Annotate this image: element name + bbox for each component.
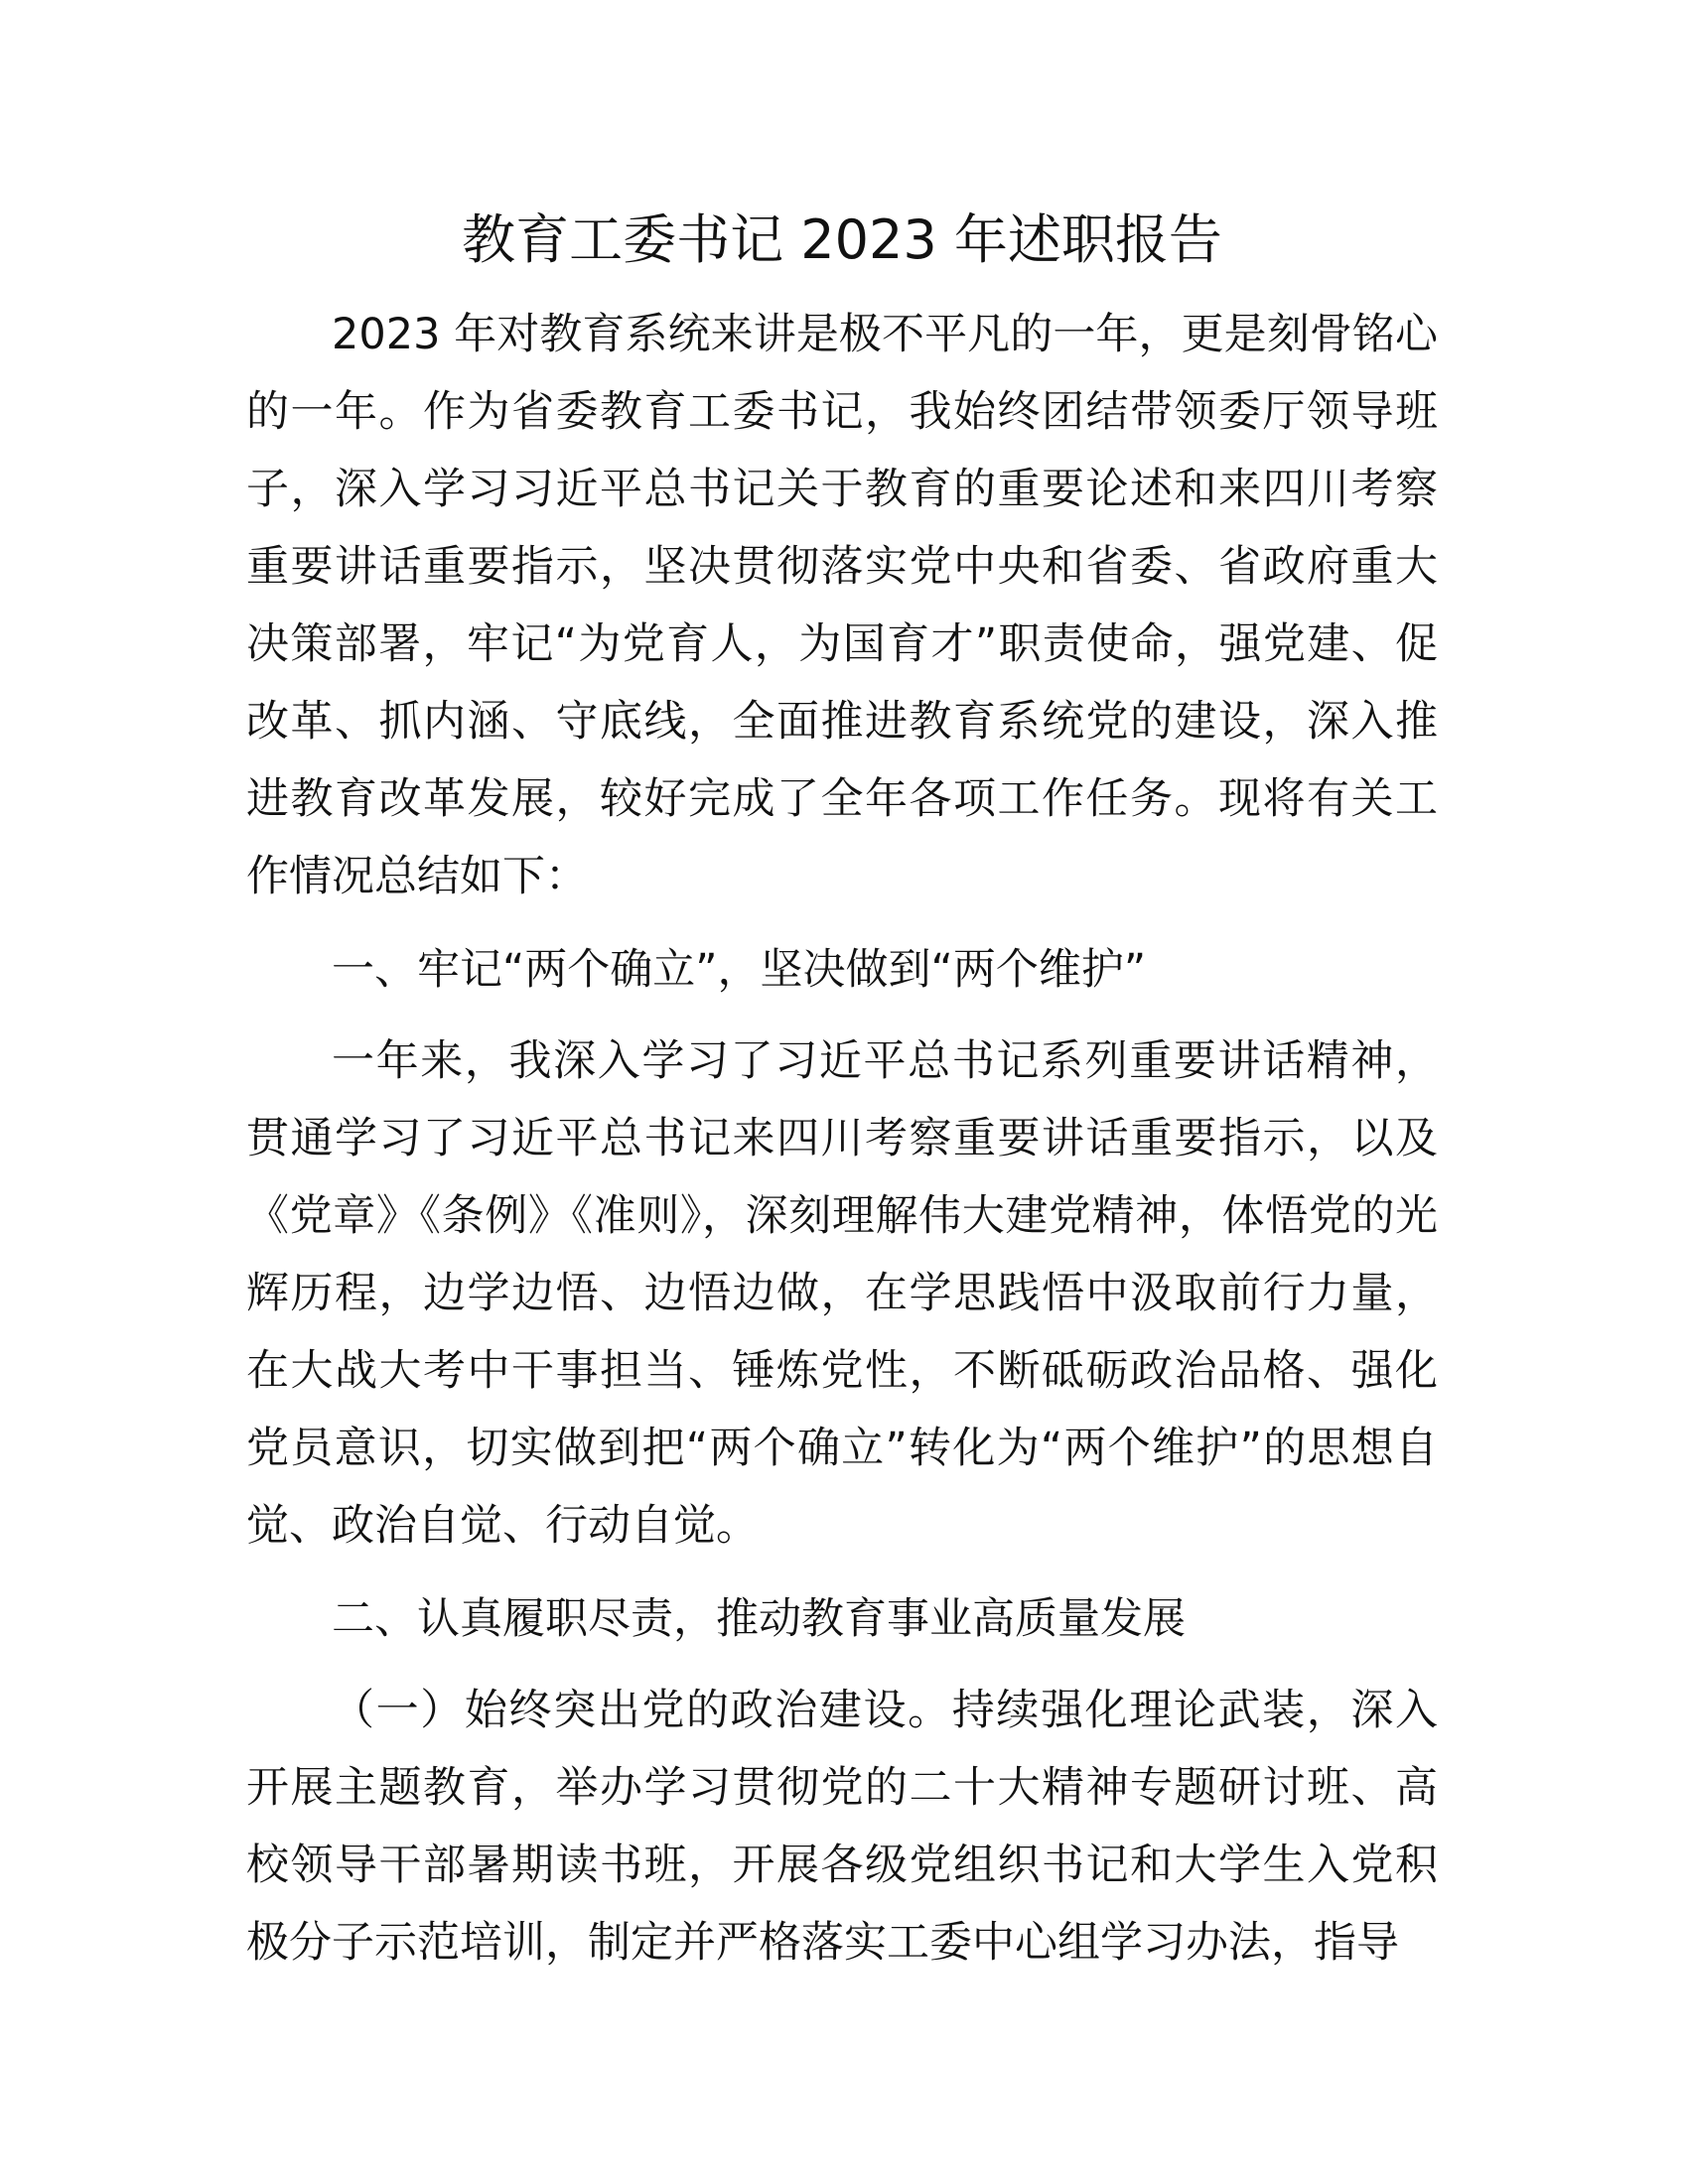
section-2-heading: 二、认真履职尽责，推动教育事业高质量发展 bbox=[332, 1594, 1186, 1644]
document-body bbox=[246, 199, 1438, 1981]
section-1-heading: 一、牢记“两个确立”，坚决做到“两个维护” bbox=[332, 945, 1147, 995]
section-2-subsection-1-paragraph: （一）始终突出党的政治建设。持续强化理论武装，深入开展主题教育，举办学习贯彻党的二十大精神专题研讨班、高校领导干部暑期读书班，开展各级党组织书记和大学生入党积极分子示范培训，制定并严格落实工委中心组学习办法，指导 bbox=[246, 1686, 1438, 1968]
document-title: 教育工委书记 2023 年述职报告 bbox=[462, 208, 1222, 271]
section-1-paragraph: 一年来，我深入学习了习近平总书记系列重要讲话精神，贯通学习了习近平总书记来四川考察重要讲话重要指示，以及《党章》《条例》《准则》，深刻理解伟大建党精神，体悟党的光辉历程，边学边悟、边悟边做，在学思践悟中汲取前行力量，在大战大考中干事担当、锤炼党性，不断砥砺政治品格、强化党员意识，切实做到把“两个确立”转化为“两个维护”的思想自觉、政治自觉、行动自觉。 bbox=[246, 1036, 1438, 1551]
intro-paragraph: 2023 年对教育系统来讲是极不平凡的一年，更是刻骨铭心的一年。作为省委教育工委书记，我始终团结带领委厅领导班子，深入学习习近平总书记关于教育的重要论述和来四川考察重要讲话重要指示，坚决贯彻落实党中央和省委、省政府重大决策部署，牢记“为党育人，为国育才”职责使命，强党建、促改革、抓内涵、守底线，全面推进教育系统党的建设，深入推进教育改革发展，较好完成了全年各项工作任务。现将有关工作情况总结如下： bbox=[246, 310, 1438, 901]
